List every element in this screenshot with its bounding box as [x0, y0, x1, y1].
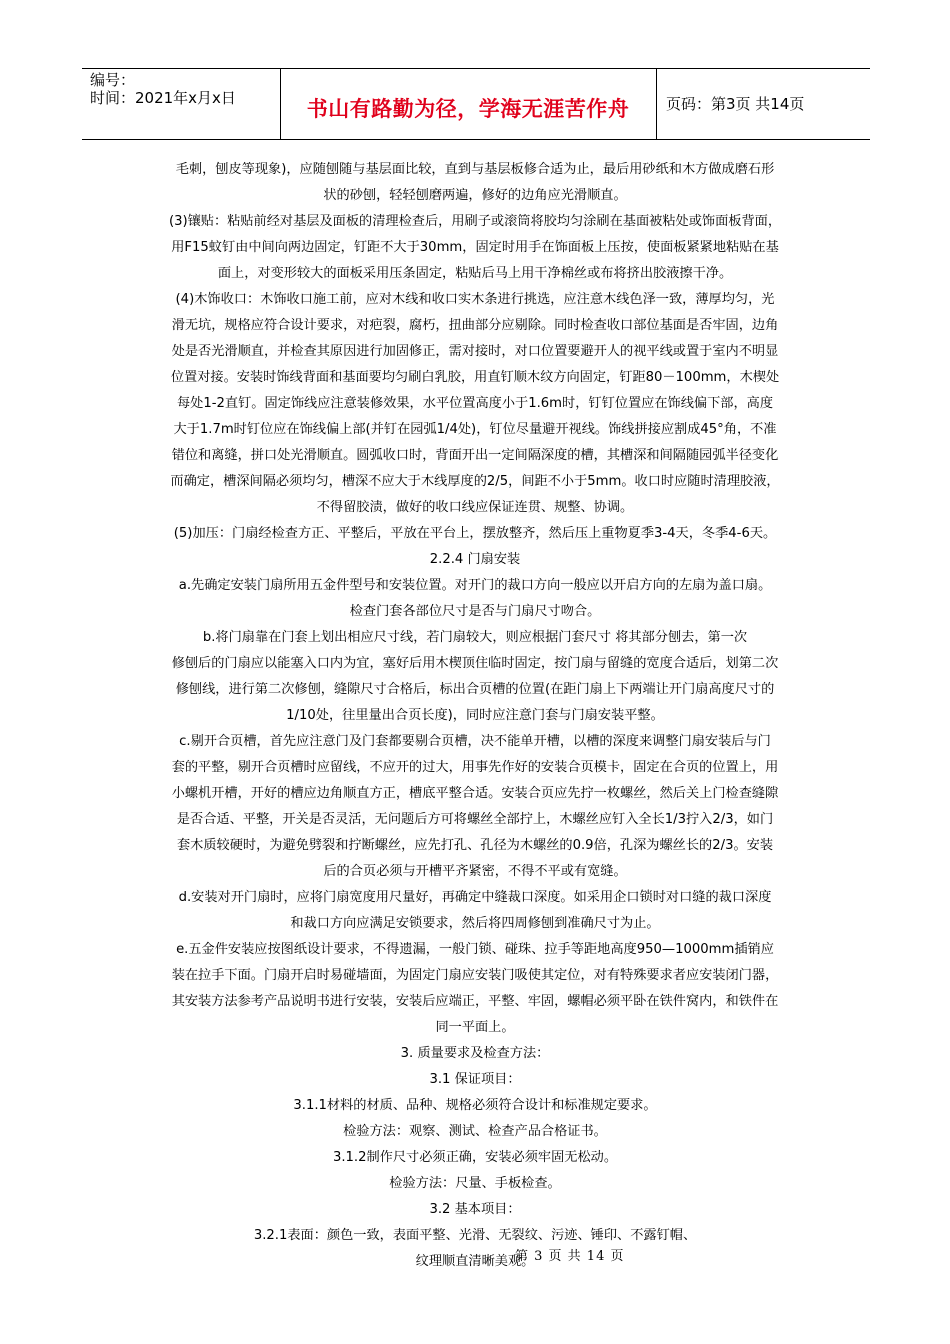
body-line: (5)加压：门扇经检查方正、平整后，平放在平台上，摆放整齐，然后压上重物夏季3-4天，冬季4-6天。 [173, 526, 777, 541]
body-line: 修刨后的门扇应以能塞入口内为宜，塞好后用木楔顶住临时固定，按门扇与留缝的宽度合适后，划第二次 [171, 656, 779, 671]
body-line: 检验方法：尺量、手板检查。 [389, 1176, 561, 1191]
body-line: a.先确定安装门扇所用五金件型号和安装位置。对开门的裁口方向一般应以开启方向的左扇为盖口扇。 [178, 578, 772, 593]
body-line: 2.2.4 门扇安装 [429, 552, 521, 567]
body-line: 检查门套各部位尺寸是否与门扇尺寸吻合。 [349, 604, 601, 619]
body-line: 每处1-2直钉。固定饰线应注意装修效果，水平位置高度小于1.6m时，钉钉位置应在饰线偏下部，高度 [176, 396, 774, 411]
body-line: 套的平整，剔开合页槽时应留线，不应开的过大，用事先作好的安装合页模卡，固定在合页的位置上，用 [171, 760, 779, 775]
body-line: c.剔开合页槽，首先应注意门及门套都要剔合页槽，决不能单开槽，以槽的深度来调整门扇安装后与门 [179, 734, 771, 749]
body-line: 处是否光滑顺直，并检查其原因进行加固修正，需对接时，对口位置要避开人的视平线或置于室内不明显 [171, 344, 779, 359]
body-line: 套木质较硬时，为避免劈裂和拧断螺丝，应先打孔、孔径为木螺丝的0.9倍，孔深为螺丝长的2/3。安装 [176, 838, 774, 853]
body-line: 毛刺，刨皮等现象)，应随刨随与基层面比较，直到与基层板修合适为止，最后用砂纸和木方做成磨石形 [175, 162, 775, 177]
body-line: 修刨线，进行第二次修刨，缝隙尺寸合格后，标出合页槽的位置(在距门扇上下两端让开门扇高度尺寸的 [175, 682, 775, 697]
body-line: (3)镶贴：粘贴前经对基层及面板的清理检查后，用刷子或滚筒将胶均匀涂刷在基面被粘处或饰面板背面， [168, 214, 782, 229]
header-divider [280, 69, 281, 139]
body-line: (4)木饰收口：木饰收口施工前，应对木线和收口实木条进行挑选，应注意木线色泽一致，薄厚均匀，光 [175, 292, 775, 307]
header-divider [656, 69, 657, 139]
body-line: 其安装方法参考产品说明书进行安装，安装后应端正，平整、牢固，螺帽必须平卧在铁件窝内，和铁件在 [171, 994, 779, 1009]
body-line: 同一平面上。 [435, 1020, 515, 1035]
document-number-label: 编号： [90, 71, 136, 89]
body-line: 是否合适、平整，开关是否灵活，无问题后方可将螺丝全部拧上，木螺丝应钉入全长1/3拧入2/3，如门 [176, 812, 774, 827]
body-line: 3.2 基本项目： [429, 1202, 521, 1217]
header-meta [90, 71, 236, 107]
document-body [125, 157, 825, 1275]
body-line: 错位和离缝，拼口处光滑顺直。圆弧收口时，背面开出一定间隔深度的槽，其槽深和间隔随园弧半径变化 [171, 448, 779, 463]
body-line: 位置对接。安装时饰线背面和基面要均匀刷白乳胶，用直钉顺木纹方向固定，钉距80－100mm，木楔处 [170, 370, 780, 385]
body-line: 1/10处，往里量出合页长度)，同时应注意门套与门扇安装平整。 [286, 708, 664, 723]
body-line: b.将门扇靠在门套上划出相应尺寸线，若门扇较大，则应根据门套尺寸 将其部分刨去，第一次 [202, 630, 748, 645]
body-line: 3. 质量要求及检查方法： [400, 1046, 550, 1061]
body-line: 不得留胶渍，做好的收口线应保证连贯、规整、协调。 [316, 500, 634, 515]
header-motto: 书山有路勤为径，学海无涯苦作舟 [306, 97, 630, 121]
body-line: 3.1 保证项目： [429, 1072, 521, 1087]
body-line: 大于1.7m时钉位应在饰线偏上部(并钉在园弧1/4处)，钉位尽量避开视线。饰线拼接应割成45°角，不准 [173, 422, 777, 437]
body-line: 检验方法：观察、测试、检查产品合格证书。 [343, 1124, 607, 1139]
header-page-number: 页码：第3页 共14页 [666, 95, 805, 113]
body-line: e.五金件安装应按图纸设计要求，不得遗漏，一般门锁、碰珠、拉手等距地高度950—1000mm插销应 [176, 942, 774, 957]
body-line: 和裁口方向应满足安锁要求，然后将四周修刨到准确尺寸为止。 [290, 916, 660, 931]
body-line: 3.2.1表面：颜色一致，表面平整、光滑、无裂纹、污迹、锤印、不露钉帽、 [253, 1228, 697, 1243]
page-header [82, 68, 870, 140]
body-line: d.安装对开门扇时，应将门扇宽度用尺量好，再确定中缝裁口深度。如采用企口锁时对口缝的裁口深度 [178, 890, 772, 905]
body-line: 装在拉手下面。门扇开启时易碰墙面，为固定门扇应安装门吸使其定位，对有特殊要求者应安装闭门器， [171, 968, 779, 983]
body-line: 用F15蚊钉由中间向两边固定，钉距不大于30mm，固定时用手在饰面板上压按，使面板紧紧地粘贴在基 [171, 240, 779, 255]
page-footer: 第 3 页 共 14 页 [515, 1249, 625, 1264]
body-line: 纹理顺直清晰美观。 [415, 1254, 535, 1269]
body-line: 3.1.1材料的材质、品种、规格必须符合设计和标准规定要求。 [293, 1098, 657, 1113]
document-date-label: 时间：2021年x月x日 [90, 89, 236, 107]
body-line: 3.1.2制作尺寸必须正确，安装必须牢固无松动。 [332, 1150, 618, 1165]
body-line: 小螺机开槽，开好的槽应边角顺直方正，槽底平整合适。安装合页应先拧一枚螺丝，然后关上门检查缝隙 [171, 786, 779, 801]
body-line: 面上，对变形较大的面板采用压条固定，粘贴后马上用干净棉丝或布将挤出胶液擦干净。 [217, 266, 733, 281]
body-line: 而确定，槽深间隔必须均匀，槽深不应大于木线厚度的2/5，间距不小于5mm。收口时应随时清理胶液， [170, 474, 780, 489]
body-line: 状的砂刨，轻轻刨磨两遍，修好的边角应光滑顺直。 [323, 188, 627, 203]
body-line: 滑无坑，规格应符合设计要求，对疤裂，腐朽，扭曲部分应剔除。同时检查收口部位基面是否牢固，边角 [171, 318, 779, 333]
body-line: 后的合页必须与开槽平齐紧密，不得不平或有宽缝。 [323, 864, 627, 879]
